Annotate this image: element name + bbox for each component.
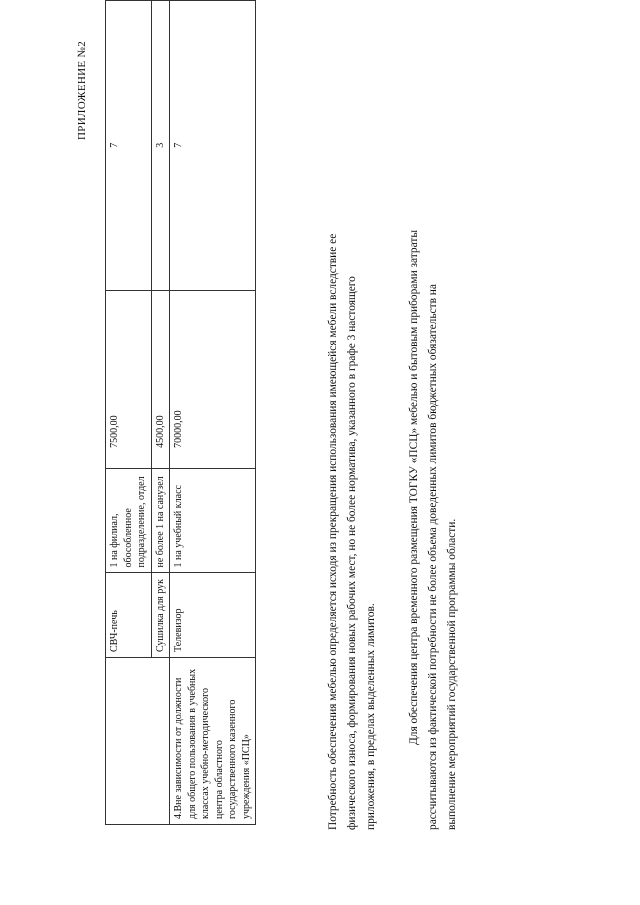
table-cell-category: 4.Вне зависимости от должности для общего пользования в учебных классах учебно-методического центра областного государственного казенного учреждения «ПСЦ»: [170, 658, 256, 825]
note-line: приложения, в пределах выделенных лимитов.: [365, 603, 377, 830]
note-shelter-paragraph: [405, 50, 462, 830]
note-furniture-paragraph: [324, 10, 381, 830]
note-line: Потребность обеспечения мебелью определяется исходя из прекращения использования имеющейся мебели вследствие ее: [327, 233, 339, 830]
table-cell-item: СВЧ-печь: [106, 573, 152, 658]
table-row: [170, 1, 256, 825]
table-cell-term: 7: [170, 1, 256, 291]
note-line: Для обеспечения центра временного размещения ТОГКУ «ПСЦ» мебелью и бытовым приборами затраты: [408, 230, 420, 745]
table-cell-item: Телевизор: [170, 573, 256, 658]
table-cell-term: 7: [106, 1, 152, 291]
norms-table: [105, 0, 256, 825]
table-cell-term: 3: [151, 1, 170, 291]
table-cell-category: [106, 658, 170, 825]
note-line: выполнение мероприятий государственной программы области.: [446, 518, 458, 830]
appendix-label: ПРИЛОЖЕНИЕ №2: [76, 41, 88, 140]
table-cell-norm: 1 на филиал, обособленное подразделение, отдел: [106, 468, 152, 573]
table-cell-norm: 1 на учебный класс: [170, 468, 256, 573]
table-cell-norm: не более 1 на санузел: [151, 468, 170, 573]
table-row: [106, 1, 152, 825]
table-cell-item: Сушилка для рук: [151, 573, 170, 658]
note-line: рассчитываются из фактической потребности не более объема доведенных лимитов бюджетных обязательств на: [427, 284, 439, 830]
table-cell-price: 4500,00: [151, 290, 170, 468]
note-line: физического износа, формирования новых рабочих мест, но не более норматива, указанного в графе 3 настоящего: [346, 276, 358, 830]
table-cell-price: 7500,00: [106, 290, 152, 468]
table-cell-price: 70000,00: [170, 290, 256, 468]
